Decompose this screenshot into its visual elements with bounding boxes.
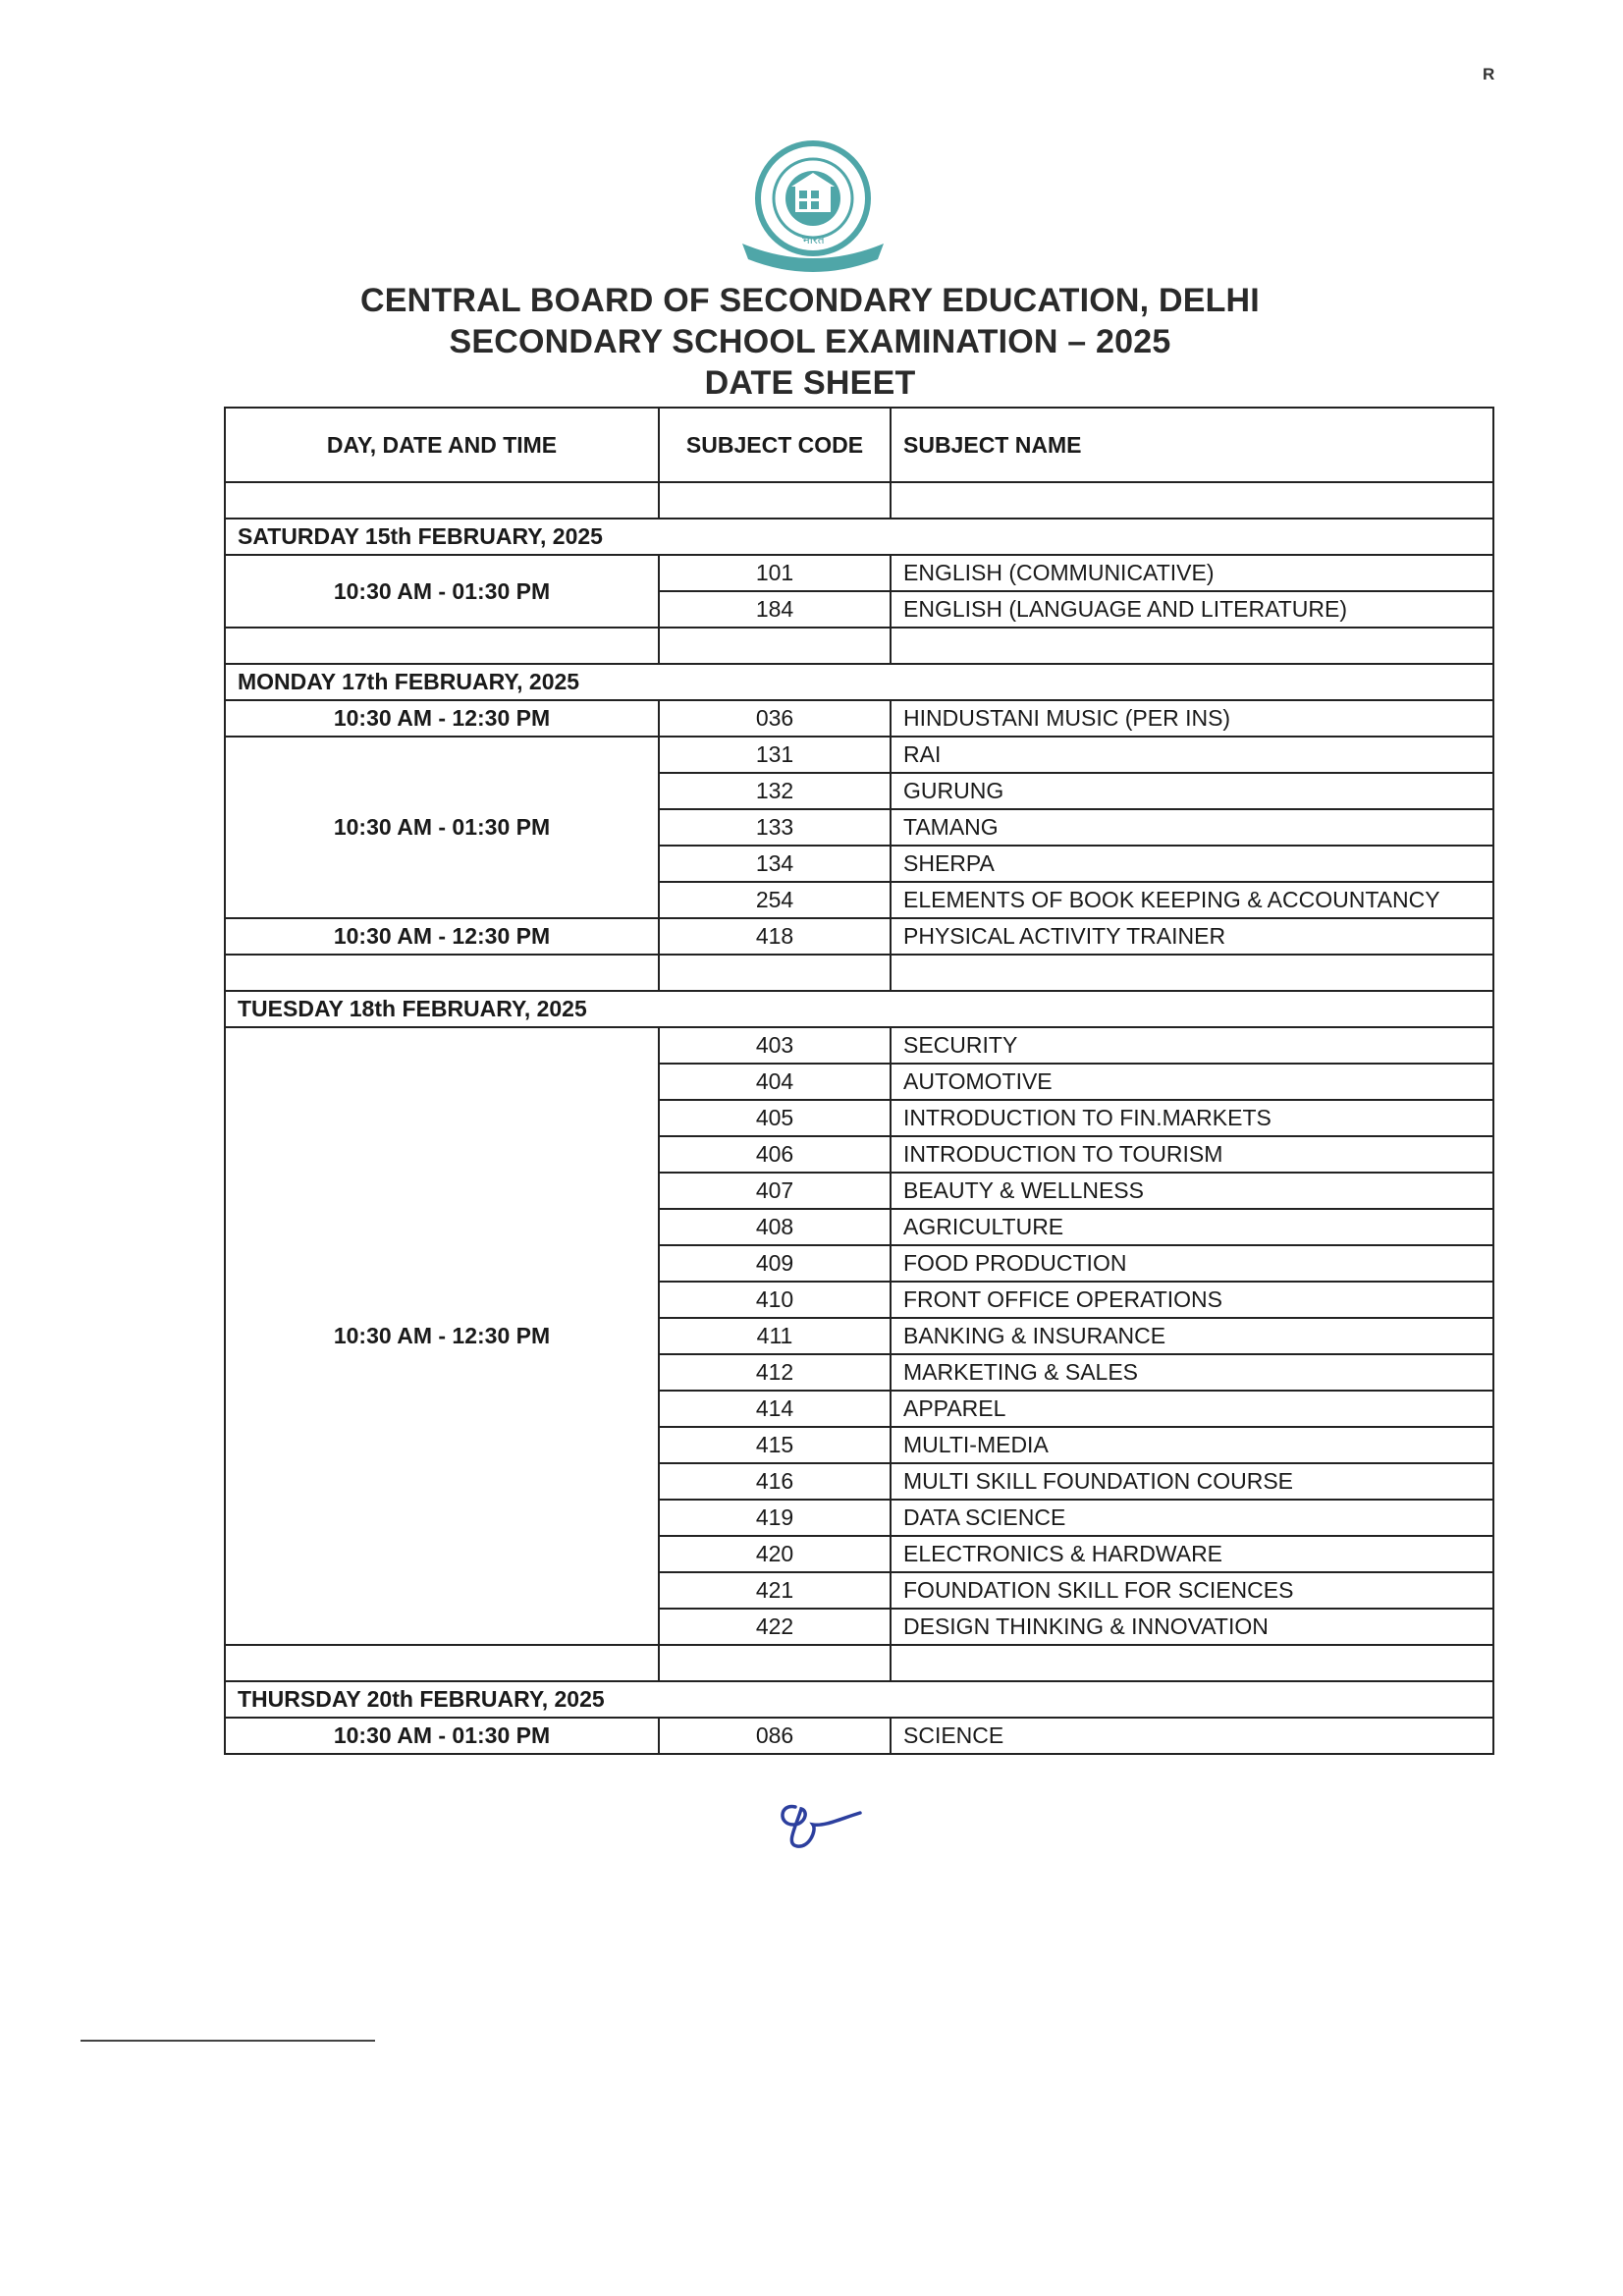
subject-code: 036	[659, 700, 891, 737]
table-body	[225, 482, 1493, 1754]
subject-code: 412	[659, 1354, 891, 1391]
spacer-row	[225, 628, 1493, 664]
signature	[766, 1789, 864, 1858]
exam-time: 10:30 AM - 12:30 PM	[225, 918, 659, 955]
subject-code: 407	[659, 1173, 891, 1209]
day-row	[225, 519, 1493, 555]
subject-code: 414	[659, 1391, 891, 1427]
subject-name: AUTOMOTIVE	[891, 1064, 1493, 1100]
subject-name: MULTI-MEDIA	[891, 1427, 1493, 1463]
subject-code: 131	[659, 737, 891, 773]
footer-rule	[81, 2040, 375, 2042]
spacer-cell	[225, 955, 659, 991]
document-header	[295, 280, 1325, 404]
subject-name: PHYSICAL ACTIVITY TRAINER	[891, 918, 1493, 955]
column-header-day: DAY, DATE AND TIME	[225, 408, 659, 482]
cbse-emblem-icon	[734, 136, 892, 281]
day-heading: TUESDAY 18th FEBRUARY, 2025	[225, 991, 1493, 1027]
exam-time: 10:30 AM - 01:30 PM	[225, 737, 659, 918]
column-header-name: SUBJECT NAME	[891, 408, 1493, 482]
day-heading: SATURDAY 15th FEBRUARY, 2025	[225, 519, 1493, 555]
sheet-title: DATE SHEET	[704, 364, 916, 402]
subject-name: FRONT OFFICE OPERATIONS	[891, 1282, 1493, 1318]
subject-name: ELEMENTS OF BOOK KEEPING & ACCOUNTANCY	[891, 882, 1493, 918]
exam-time: 10:30 AM - 01:30 PM	[225, 555, 659, 628]
spacer-row	[225, 955, 1493, 991]
subject-code: 410	[659, 1282, 891, 1318]
spacer-cell	[659, 955, 891, 991]
subject-code: 403	[659, 1027, 891, 1064]
table-header-row	[225, 408, 1493, 482]
subject-name: SCIENCE	[891, 1718, 1493, 1754]
subject-name: SHERPA	[891, 846, 1493, 882]
subject-name: MULTI SKILL FOUNDATION COURSE	[891, 1463, 1493, 1500]
exam-title: SECONDARY SCHOOL EXAMINATION – 2025	[449, 323, 1171, 360]
subject-row	[225, 1718, 1493, 1754]
subject-code: 101	[659, 555, 891, 591]
subject-code: 422	[659, 1609, 891, 1645]
subject-code: 086	[659, 1718, 891, 1754]
spacer-cell	[891, 955, 1493, 991]
subject-name: BEAUTY & WELLNESS	[891, 1173, 1493, 1209]
spacer-cell	[225, 1645, 659, 1681]
subject-name: APPAREL	[891, 1391, 1493, 1427]
subject-name: FOUNDATION SKILL FOR SCIENCES	[891, 1572, 1493, 1609]
subject-code: 411	[659, 1318, 891, 1354]
spacer-cell	[659, 628, 891, 664]
spacer-cell	[225, 482, 659, 519]
subject-name: DESIGN THINKING & INNOVATION	[891, 1609, 1493, 1645]
subject-name: MARKETING & SALES	[891, 1354, 1493, 1391]
svg-text:भारत: भारत	[801, 233, 825, 246]
subject-code: 416	[659, 1463, 891, 1500]
subject-name: TAMANG	[891, 809, 1493, 846]
page-mark: R	[1483, 65, 1495, 83]
exam-time: 10:30 AM - 01:30 PM	[225, 1718, 659, 1754]
exam-time: 10:30 AM - 12:30 PM	[225, 1027, 659, 1645]
spacer-row	[225, 482, 1493, 519]
subject-row	[225, 737, 1493, 773]
subject-code: 409	[659, 1245, 891, 1282]
exam-time: 10:30 AM - 12:30 PM	[225, 700, 659, 737]
subject-code: 406	[659, 1136, 891, 1173]
subject-row	[225, 555, 1493, 591]
subject-code: 415	[659, 1427, 891, 1463]
subject-code: 418	[659, 918, 891, 955]
subject-name: ENGLISH (COMMUNICATIVE)	[891, 555, 1493, 591]
subject-code: 408	[659, 1209, 891, 1245]
subject-name: GURUNG	[891, 773, 1493, 809]
subject-code: 132	[659, 773, 891, 809]
day-row	[225, 991, 1493, 1027]
subject-name: DATA SCIENCE	[891, 1500, 1493, 1536]
subject-code: 133	[659, 809, 891, 846]
date-sheet-table	[224, 407, 1494, 1755]
subject-code: 419	[659, 1500, 891, 1536]
spacer-cell	[659, 482, 891, 519]
subject-name: FOOD PRODUCTION	[891, 1245, 1493, 1282]
spacer-row	[225, 1645, 1493, 1681]
subject-name: INTRODUCTION TO FIN.MARKETS	[891, 1100, 1493, 1136]
subject-name: AGRICULTURE	[891, 1209, 1493, 1245]
subject-name: BANKING & INSURANCE	[891, 1318, 1493, 1354]
day-row	[225, 1681, 1493, 1718]
spacer-cell	[891, 482, 1493, 519]
subject-name: INTRODUCTION TO TOURISM	[891, 1136, 1493, 1173]
subject-row	[225, 700, 1493, 737]
subject-code: 254	[659, 882, 891, 918]
subject-name: RAI	[891, 737, 1493, 773]
column-header-code: SUBJECT CODE	[659, 408, 891, 482]
subject-name: ENGLISH (LANGUAGE AND LITERATURE)	[891, 591, 1493, 628]
board-title: CENTRAL BOARD OF SECONDARY EDUCATION, DELHI	[360, 282, 1260, 319]
day-row	[225, 664, 1493, 700]
subject-row	[225, 918, 1493, 955]
subject-row	[225, 1027, 1493, 1064]
day-heading: THURSDAY 20th FEBRUARY, 2025	[225, 1681, 1493, 1718]
spacer-cell	[891, 628, 1493, 664]
subject-name: SECURITY	[891, 1027, 1493, 1064]
spacer-cell	[225, 628, 659, 664]
day-heading: MONDAY 17th FEBRUARY, 2025	[225, 664, 1493, 700]
subject-name: ELECTRONICS & HARDWARE	[891, 1536, 1493, 1572]
subject-code: 405	[659, 1100, 891, 1136]
subject-code: 184	[659, 591, 891, 628]
spacer-cell	[891, 1645, 1493, 1681]
subject-code: 404	[659, 1064, 891, 1100]
spacer-cell	[659, 1645, 891, 1681]
subject-code: 134	[659, 846, 891, 882]
subject-name: HINDUSTANI MUSIC (PER INS)	[891, 700, 1493, 737]
subject-code: 421	[659, 1572, 891, 1609]
subject-code: 420	[659, 1536, 891, 1572]
